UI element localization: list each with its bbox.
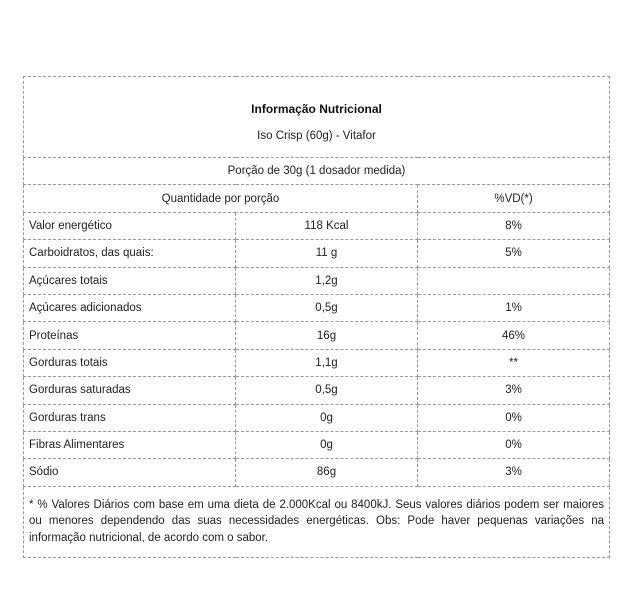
nutrient-amount: 0,5g xyxy=(236,294,418,321)
nutrient-amount: 0,5g xyxy=(236,377,418,404)
nutrient-name: Gorduras totais xyxy=(24,349,236,376)
serving-size: Porção de 30g (1 dosador medida) xyxy=(24,158,610,185)
nutrient-name: Proteínas xyxy=(24,322,236,349)
table-row xyxy=(24,459,610,486)
dv-header: %VD(*) xyxy=(418,185,610,212)
table-row xyxy=(24,349,610,376)
nutrition-table-container xyxy=(23,76,609,558)
nutrient-name: Gorduras trans xyxy=(24,404,236,431)
nutrient-name: Gorduras saturadas xyxy=(24,377,236,404)
footnote-row xyxy=(24,486,610,557)
footnote: * % Valores Diários com base em uma dieta de 2.000Kcal ou 8400kJ. Seus valores diários podem ser maiores ou menores dependendo das suas necessidades energéticas. Obs: Pode haver pequenas variações na informação nutricional, de acordo com o sabor. xyxy=(24,486,610,557)
table-title: Informação Nutricional xyxy=(251,102,382,116)
nutrient-dv: 0% xyxy=(418,431,610,458)
nutrient-amount: 118 Kcal xyxy=(236,212,418,239)
column-header-row xyxy=(24,185,610,212)
nutrient-dv: ** xyxy=(418,349,610,376)
nutrient-dv: 1% xyxy=(418,294,610,321)
quantity-header: Quantidade por porção xyxy=(24,185,418,212)
nutrient-amount: 16g xyxy=(236,322,418,349)
nutrient-dv: 46% xyxy=(418,322,610,349)
table-row xyxy=(24,294,610,321)
nutrient-dv: 5% xyxy=(418,240,610,267)
nutrient-name: Açúcares adicionados xyxy=(24,294,236,321)
nutrient-dv: 8% xyxy=(418,212,610,239)
nutrient-name: Carboidratos, das quais: xyxy=(24,240,236,267)
nutrient-name: Fibras Alimentares xyxy=(24,431,236,458)
table-row xyxy=(24,240,610,267)
nutrient-amount: 0g xyxy=(236,431,418,458)
nutrient-name: Valor energético xyxy=(24,212,236,239)
table-row xyxy=(24,322,610,349)
table-row xyxy=(24,404,610,431)
nutrient-dv: 3% xyxy=(418,377,610,404)
nutrient-amount: 86g xyxy=(236,459,418,486)
table-row xyxy=(24,431,610,458)
title-row xyxy=(24,77,610,158)
table-row xyxy=(24,212,610,239)
table-row xyxy=(24,267,610,294)
nutrient-amount: 1,2g xyxy=(236,267,418,294)
nutrient-name: Açúcares totais xyxy=(24,267,236,294)
nutrient-dv xyxy=(418,267,610,294)
nutrient-dv: 3% xyxy=(418,459,610,486)
nutrient-amount: 1,1g xyxy=(236,349,418,376)
nutrient-name: Sódio xyxy=(24,459,236,486)
table-row xyxy=(24,377,610,404)
nutrition-table xyxy=(23,76,610,558)
serving-row xyxy=(24,158,610,185)
title-cell xyxy=(24,77,610,158)
nutrient-amount: 0g xyxy=(236,404,418,431)
product-name: Iso Crisp (60g) - Vitafor xyxy=(257,130,376,142)
nutrient-dv: 0% xyxy=(418,404,610,431)
nutrient-amount: 11 g xyxy=(236,240,418,267)
